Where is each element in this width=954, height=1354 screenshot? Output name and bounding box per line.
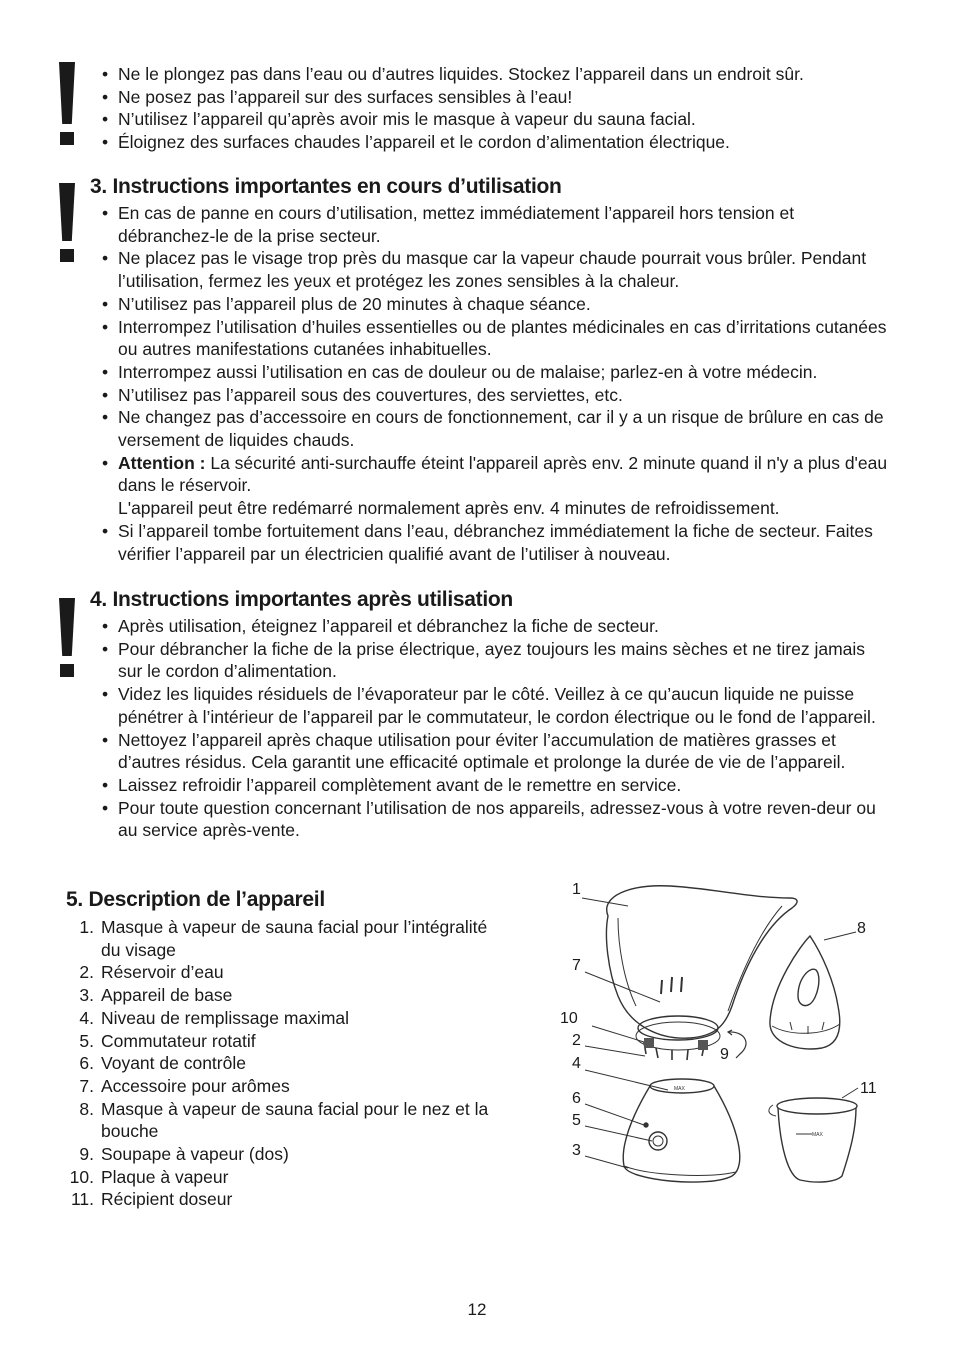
item-number: 11. (70, 1189, 94, 1210)
callout-7: 7 (572, 957, 581, 974)
attention-label: Attention : (118, 452, 206, 473)
control-light-shape (644, 1123, 648, 1127)
item-number: 9. (79, 1144, 94, 1165)
item-text: Soupape à vapeur (dos) (101, 1144, 289, 1165)
item-text: Appareil de base (101, 985, 233, 1006)
list-item (66, 1188, 496, 1211)
callout-3: 3 (572, 1142, 581, 1159)
section-after-use (90, 588, 890, 842)
list-item: • N’utilisez pas l’appareil plus de 20 minutes à chaque séance. (90, 293, 890, 316)
list-item: • Ne posez pas l’appareil sur des surfaces sensibles à l’eau! (90, 86, 890, 109)
callout-9: 9 (720, 1046, 729, 1063)
list-item: • Interrompez l’utilisation d’huiles essentielles ou de plantes médicinales en cas d’irritations cutanées ou autres manifestations cutanées inhabituelles. (90, 316, 890, 361)
item-number: 1. (79, 917, 94, 937)
face-mask-shape (606, 886, 797, 1038)
section-title: 5. Description de l’appareil (66, 888, 325, 911)
list-item (66, 1143, 496, 1166)
item-text: Accessoire pour arômes (101, 1075, 290, 1096)
section-title: 3. Instructions importantes en cours d’utilisation (90, 175, 562, 198)
section-description (66, 888, 496, 1211)
page-number: 12 (467, 1300, 487, 1319)
item-number: 7. (79, 1075, 94, 1096)
item-number: 6. (79, 1053, 94, 1074)
callout-2: 2 (572, 1032, 581, 1049)
callout-10: 10 (560, 1010, 578, 1027)
warning-icon (57, 598, 77, 677)
base-unit-shape (623, 1086, 740, 1182)
item-text: Commutateur rotatif (101, 1030, 256, 1051)
steam-plate-shape (638, 1016, 718, 1040)
list-item: • N’utilisez pas l’appareil sous des couvertures, des serviettes, etc. (90, 384, 890, 407)
item-text: Récipient doseur (101, 1189, 233, 1210)
attention-text-2: L'appareil peut être redémarré normalement après env. 4 minutes de refroidissement. (118, 498, 780, 519)
max-marking: MAX (674, 1086, 685, 1092)
list-item: • Éloignez des surfaces chaudes l’appareil et le cordon d’alimentation électrique. (90, 131, 890, 154)
list-item: • Ne changez pas d’accessoire en cours de fonctionnement, car il y a un risque de brûlure en cas de versement de liquides chauds. (90, 406, 890, 451)
warning-icon (57, 183, 77, 262)
item-number: 10. (69, 1166, 94, 1187)
callout-4: 4 (572, 1055, 581, 1072)
item-number: 8. (79, 1098, 94, 1119)
list-item (66, 961, 496, 984)
list-item (66, 1030, 496, 1053)
item-text: Niveau de remplissage maximal (101, 1007, 350, 1028)
item-text: Masque à vapeur de sauna facial pour l’intégralité du visage (101, 917, 488, 960)
aroma-slot (671, 977, 672, 992)
item-text: Masque à vapeur de sauna facial pour le nez et la bouche (101, 1098, 489, 1142)
device-illustration (560, 876, 890, 1196)
section-during-use (90, 175, 890, 565)
callout-11: 11 (860, 1080, 877, 1097)
list-item (66, 1166, 496, 1189)
list-item-attention (90, 452, 890, 520)
list-item (66, 1007, 496, 1030)
item-text: Plaque à vapeur (101, 1166, 229, 1187)
list-item (66, 916, 496, 961)
callout-6: 6 (572, 1090, 581, 1107)
item-number: 3. (79, 985, 94, 1006)
callout-1: 1 (572, 881, 581, 898)
valve-arrow (728, 1032, 746, 1058)
section-title: 4. Instructions importantes après utilisation (90, 588, 513, 611)
list-item: • N’utilisez l’appareil qu’après avoir mis le masque à vapeur du sauna facial. (90, 108, 890, 131)
list-item (66, 984, 496, 1007)
list-item (66, 1052, 496, 1075)
item-number: 4. (79, 1007, 94, 1028)
aroma-slot (661, 980, 662, 994)
item-text: Réservoir d’eau (101, 962, 224, 983)
measuring-cup-shape (778, 1108, 856, 1182)
warning-icon (57, 62, 77, 145)
list-item: • Videz les liquides résiduels de l’évaporateur par le côté. Veillez à ce qu’aucun liquide ne puisse pénétrer à l’intérieur de l’appareil par le commutateur, le cordon électrique ou le fond de l’appareil. (90, 683, 890, 728)
aroma-slot (681, 977, 682, 992)
list-item: • Laissez refroidir l’appareil complètement avant de le remettre en service. (90, 774, 890, 797)
list-item: • Ne placez pas le visage trop près du masque car la vapeur chaude pourrait vous brûler. Pendant l’utilisation, fermez les yeux et protégez les zones sensibles à la chaleur. (90, 247, 890, 292)
callout-8: 8 (857, 920, 866, 937)
list-item: • Ne le plongez pas dans l’eau ou d’autres liquides. Stockez l’appareil dans un endroit sûr. (90, 63, 890, 86)
item-text: Voyant de contrôle (101, 1053, 246, 1074)
list-item: • Nettoyez l’appareil après chaque utilisation pour éviter l’accumulation de matières grasses et d’autres résidus. Cela garantit une efficacité optimale et prolonge la durée de vie de l’appareil. (90, 729, 890, 774)
list-item (66, 1098, 496, 1143)
attention-text: La sécurité anti-surchauffe éteint l'appareil après env. 2 minute quand il n'y a plus d'eau dans le réservoir. (118, 452, 888, 496)
item-number: 2. (79, 962, 94, 983)
max-marking: MAX (812, 1132, 823, 1138)
callout-5: 5 (572, 1112, 581, 1129)
device-drawing (560, 876, 890, 1196)
list-item: • Pour toute question concernant l’utilisation de nos appareils, adressez-vous à votre reven-deur ou au service après-vente. (90, 797, 890, 842)
list-item: • En cas de panne en cours d’utilisation, mettez immédiatement l’appareil hors tension et débranchez-le de la prise secteur. (90, 202, 890, 247)
list-item: • Si l’appareil tombe fortuitement dans l’eau, débranchez immédiatement la fiche de secteur. Faites vérifier l’appareil par un électricien qualifié avant de l’utiliser à nouveau. (90, 520, 890, 565)
list-item (66, 1075, 496, 1098)
list-item: • Pour débrancher la fiche de la prise électrique, ayez toujours les mains sèches et ne tirez jamais sur le cordon d’alimentation. (90, 638, 890, 683)
nose-mask-shape (770, 936, 840, 1049)
list-item: • Après utilisation, éteignez l’appareil et débranchez la fiche de secteur. (90, 615, 890, 638)
list-item: • Interrompez aussi l’utilisation en cas de douleur ou de malaise; parlez-en à votre médecin. (90, 361, 890, 384)
top-warnings (90, 63, 890, 154)
item-number: 5. (79, 1030, 94, 1051)
